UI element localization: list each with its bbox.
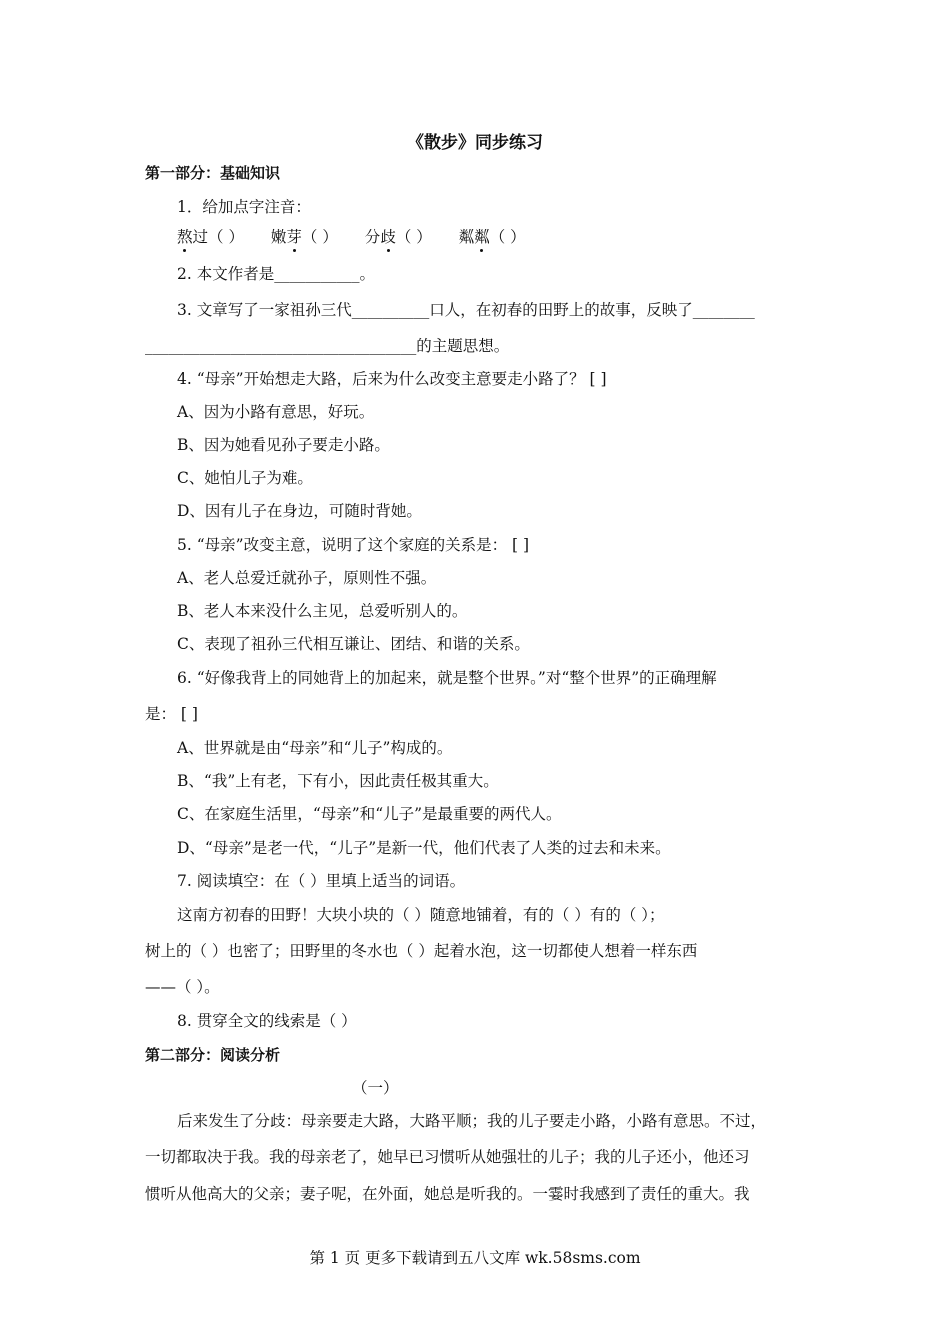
section-heading-part1: 第一部分：基础知识 [145,164,281,182]
question-5-option-a: A、老人总爱迁就孙子，原则性不强。 [177,569,437,587]
question-7-line1: 这南方初春的田野！大块小块的（ ）随意地铺着，有的（ ）有的（ ）； [177,906,665,924]
question-5-stem: 5. “母亲”改变主意，说明了这个家庭的关系是： [ ] [177,536,530,554]
dotted-char: 粼 [474,228,490,246]
question-4-option-a: A、因为小路有意思，好玩。 [177,403,375,421]
question-3-line1: 3. 文章写了一家祖孙三代__________口人，在初春的田野上的故事，反映了________ [177,301,755,319]
q1-item: 嫩芽（ ） [270,228,338,246]
question-6-option-b: B、“我”上有老，下有小，因此责任极其重大。 [177,772,499,790]
page-footer: 第 1 页 更多下载请到五八文库 wk.58sms.com [309,1249,641,1267]
question-1-prompt: 1．给加点字注音： [177,198,311,216]
question-6-option-c: C、在家庭生活里，“母亲”和“儿子”是最重要的两代人。 [177,805,562,823]
question-4-option-d: D、因有儿子在身边，可随时背她。 [177,502,422,520]
question-6-stem-line2: 是： [ ] [145,705,198,723]
dotted-char: 熬 [177,228,193,246]
question-8: 8. 贯穿全文的线索是（ ） [177,1012,357,1030]
question-7-line3: ——（ ）。 [145,978,220,996]
question-6-stem-line1: 6. “好像我背上的同她背上的加起来，就是整个世界。”对“整个世界”的正确理解 [177,669,717,687]
question-6-option-d: D、“母亲”是老一代，“儿子”是新一代，他们代表了人类的过去和未来。 [177,839,671,857]
passage-subheading: （一） [352,1079,399,1097]
dotted-char: 芽 [286,228,302,246]
question-4-option-c: C、她怕儿子为难。 [177,469,313,487]
section-heading-part2: 第二部分：阅读分析 [145,1046,281,1064]
question-6-option-a: A、世界就是由“母亲”和“儿子”构成的。 [177,739,453,757]
question-4-stem: 4. “母亲”开始想走大路，后来为什么改变主意要走小路了？ [ ] [177,370,607,388]
question-5-option-c: C、表现了祖孙三代相互谦让、团结、和谐的关系。 [177,635,530,653]
question-1-items [177,227,526,247]
question-3-line2: ___________________________________的主题思想。 [145,337,510,355]
question-7-prompt: 7. 阅读填空：在（ ）里填上适当的词语。 [177,872,466,890]
question-4-option-b: B、因为她看见孙子要走小路。 [177,436,390,454]
q1-item: 粼粼（ ） [458,228,526,246]
question-5-option-b: B、老人本来没什么主见，总爱听别人的。 [177,602,468,620]
passage-line: 一切都取决于我。我的母亲老了，她早已习惯听从她强壮的儿子；我的儿子还小，他还习 [145,1148,750,1166]
q1-item: 熬过（ ） [177,228,244,246]
question-2: 2. 本文作者是___________。 [177,265,375,283]
page-title: 《散步》同步练习 [407,133,543,153]
q1-item: 分歧（ ） [364,228,432,246]
question-7-line2: 树上的（ ）也密了；田野里的冬水也（ ）起着水泡，这一切都使人想着一样东西 [145,942,698,960]
passage-line: 后来发生了分歧：母亲要走大路，大路平顺；我的儿子要走小路，小路有意思。不过， [177,1112,767,1130]
dotted-char: 歧 [380,228,396,246]
passage-line: 惯听从他高大的父亲；妻子呢，在外面，她总是听我的。一霎时我感到了责任的重大。我 [145,1185,750,1203]
